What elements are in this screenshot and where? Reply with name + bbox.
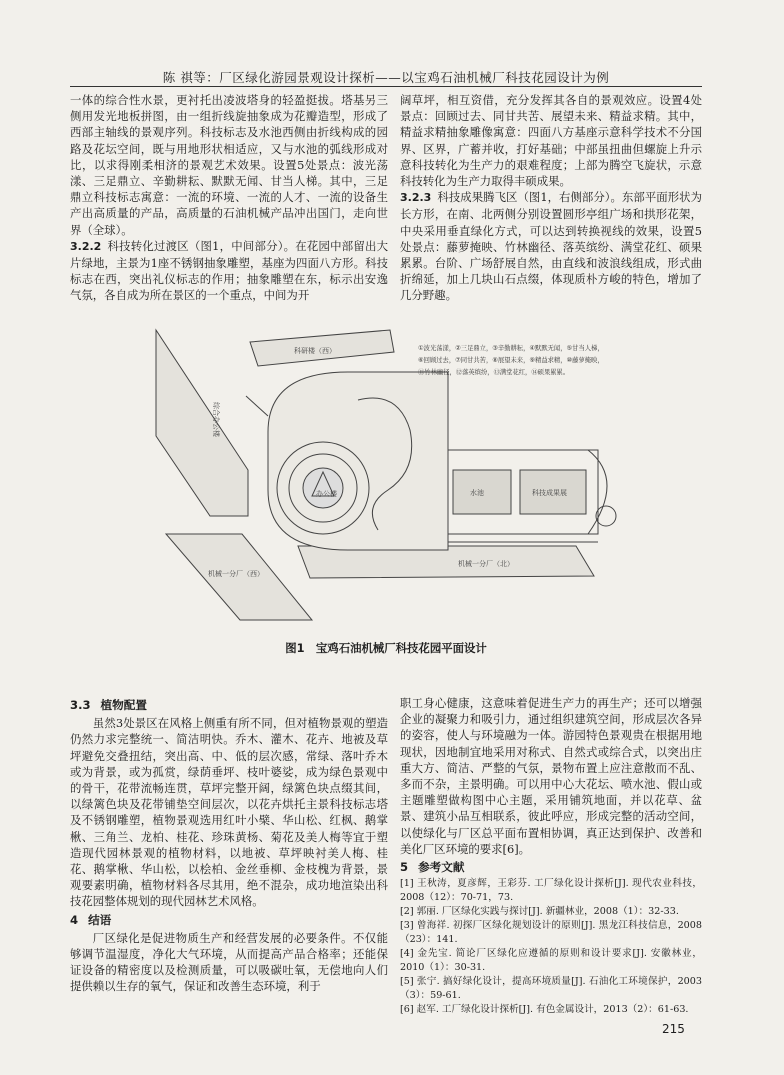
reference-item: [2] 郭丽. 厂区绿化实践与探讨[J]. 新疆林业，2008（1）：32-33. — [400, 906, 679, 918]
legend-line: ①波光荡漾，②三足鼎立，③辛勤耕耘，④默默无闻，⑤甘当人梯， — [418, 345, 604, 352]
subsection-paragraph — [400, 189, 702, 303]
plan-label: 科研楼（西） — [294, 347, 336, 355]
body-paragraph: 虽然3处景区在风格上侧重有所不同，但对植物景观的塑造仍然力求完整统一、简洁明快。乔木、灌木、花卉、地被及草坪避免交叠扭结，突出高、中、低的层次感，常绿、落叶乔木或为背景，或为孤赏，绿荫垂坪、枝叶婆娑，成为绿色景观中的骨干，花带流畅连贯，草坪完整开阔，绿篱色块点缀其间，以绿篱色块及花带铺垫空间层次，以花卉烘托主景科技标志塔及不锈钢雕塑，植物景观选用红叶小檗、华山松、红枫、鹅掌楸、三角兰、龙柏、桂花、珍珠黄杨、菊花及美人梅等宜于塑造现代园林景观的植物材料，以地被、草坪映衬美人梅、桂花、鹅掌楸、华山松，以桧柏、金丝垂柳、金枝槐为背景，景观要素明确，植物材料各尽其用，绝不混杂，成功地渲染出科技花园整体规划的现代园林艺术风格。 — [70, 716, 388, 909]
right-column-top — [400, 92, 702, 304]
left-column-bottom — [70, 695, 388, 995]
section-title: 参考文献 — [418, 860, 465, 875]
plan-label: 水池 — [470, 489, 484, 497]
header-rule — [70, 86, 702, 87]
west-building — [156, 330, 248, 516]
reference-item: [3] 曾海祥. 初探厂区绿化规划设计的原则[J]. 黑龙江科技信息，2008（23）：141. — [400, 920, 702, 946]
section-heading — [400, 859, 702, 875]
right-column-bottom — [400, 695, 702, 1017]
subsection-number: 3.2.3 — [400, 191, 432, 205]
subsection-number: 3.2.2 — [70, 239, 102, 253]
plan-label: 综合办公楼 — [212, 402, 220, 437]
body-paragraph: 职工身心健康，这意味着促进生产力的再生产；还可以增强企业的凝聚力和吸引力，通过组织建筑空间，形成层次各异的姿容，使人与环境融为一体。游园特色景观贵在根据用地现状，因地制宜地采用对称式、自然式或综合式，以突出庄重大方、简洁、严整的气氛，景物布置上应注意散而不乱、多而不杂，主景明确。可以用中心大花坛、喷水池、假山或主题雕塑做构图中心主题，采用铺筑地面，并以花草、盆景、建筑小品互相联系，彼此呼应，形成完整的活动空间，以使绿化与厂区总平面布置相协调，真正达到保护、改善和美化厂区环境的要求[6]。 — [400, 696, 702, 856]
reference-item: [1] 王秋涛，夏彦辉，王彩芬. 工厂绿化设计探析[J]. 现代农业科技，2008（12）：70-71，73. — [400, 878, 702, 904]
legend-line: ⑪竹林幽径，⑫落英缤纷，⑬满堂花红，⑭硕果累累。 — [418, 369, 570, 376]
body-paragraph: 阔草坪，相互资借，充分发挥其各自的景观效应。设置4处景点：回顾过去、同甘共苦、展望未来、精益求精。其中，精益求精抽象雕像寓意：四面八方基座示意科学技术不分国界、区界，广蓄并收，打好基础；中部虽扭曲但螺旋上升示意科技转化为生产力的艰难程度；上部为腾空飞旋状，示意科技转化为生产力取得丰硕成果。 — [400, 93, 702, 189]
reference-item: [4] 金先宝. 简论厂区绿化应遵循的原则和设计要求[J]. 安徽林业，2010（1）：30-31. — [400, 948, 702, 974]
body-paragraph: 厂区绿化是促进物质生产和经营发展的必要条件。不仅能够调节温湿度，净化大气环境，从而提高产品合格率；还能保证设备的精密度以及检测质量，可以吸碳吐氧，无偿地向人们提供赖以生存的氧气，保证和改善生态环境，利于 — [70, 930, 388, 994]
plan-label: 机械一分厂（西） — [208, 570, 264, 578]
central-garden — [268, 372, 448, 550]
section-number: 3.3 — [70, 698, 91, 712]
running-header: 陈 祺等：厂区绿化游园景观设计探析——以宝鸡石油机械厂科技花园设计为例 — [162, 70, 610, 85]
page-number: 215 — [662, 1022, 685, 1036]
subsection-text: 科技转化过渡区（图1，中间部分）。在花园中部留出大片绿地，主景为1座不锈钢抽象雕塑，基座为四面八方形。科技标志在西，突出礼仪标志的作用；抽象雕塑在东，标示出安逸气氛，各自成为所在景区的一个重点，中间为开 — [70, 238, 388, 303]
plan-label: 科技成果展 — [532, 489, 567, 497]
left-column-top — [70, 92, 388, 304]
section-title: 结语 — [88, 912, 112, 927]
section-number: 5 — [400, 860, 409, 875]
figure-caption: 图1 宝鸡石油机械厂科技花园平面设计 — [285, 641, 487, 655]
legend-line: ⑥回顾过去，⑦同甘共苦，⑧展望未来，⑨精益求精，⑩藤萝掩映， — [418, 357, 604, 364]
body-paragraph: 一体的综合性水景，更衬托出凌波塔身的轻盈挺拔。塔基另三侧用发光地板拼图，由一组折线旋抽象成为花瓣造型，形成了西部主轴线的景观序列。科技标志及水池西侧由折线构成的园路及花坛空间，既与用地形状相适应，又与水池的弧线形成对比，以求得刚柔相济的景观艺术效果。设置5处景点：波光荡漾、三足鼎立、辛勤耕耘、默默无闻、甘当人梯。其中，三足鼎立科技标志寓意：一流的环境、一流的人才、一流的设备生产出高质量的产品，高质量的石油机械产品冲出国门，走向世界（全球）。 — [70, 93, 388, 237]
west-path — [246, 396, 268, 416]
reference-item: [5] 张宁. 搞好绿化设计，提高环境质量[J]. 石油化工环境保护，2003（3）：59-61. — [400, 976, 702, 1002]
site-plan-figure — [148, 320, 628, 630]
section-heading — [70, 912, 388, 928]
section-title: 植物配置 — [100, 698, 147, 712]
plan-label: 机械一分厂（北） — [458, 560, 514, 568]
south-building — [298, 546, 594, 578]
reference-item: [6] 赵军. 工厂绿化设计探析[J]. 有色金属设计，2013（2）：61-63. — [400, 1004, 689, 1016]
reference-list — [400, 877, 702, 1017]
fountain-center — [303, 468, 343, 508]
figure-legend — [418, 343, 604, 376]
section-number: 4 — [70, 912, 79, 927]
plan-label: 办公楼 — [316, 490, 337, 498]
subsection-text: 科技成果腾飞区（图1，右侧部分）。东部平面形状为长方形，在南、北两侧分别设置圆形亭组广场和拱形花架，中央采用垂直绿化方式，可以达到转换视线的效果，设置5处景点：藤萝掩映、竹林幽径、落英缤纷、满堂花红、硕果累累。台阶、广场舒展自然，由直线和波浪线组成，形式曲折绵延，加上几块山石点缀，体现质朴方峻的特色，增加了几分野趣。 — [400, 190, 702, 303]
subsection-paragraph — [70, 238, 388, 304]
section-heading — [70, 697, 388, 713]
